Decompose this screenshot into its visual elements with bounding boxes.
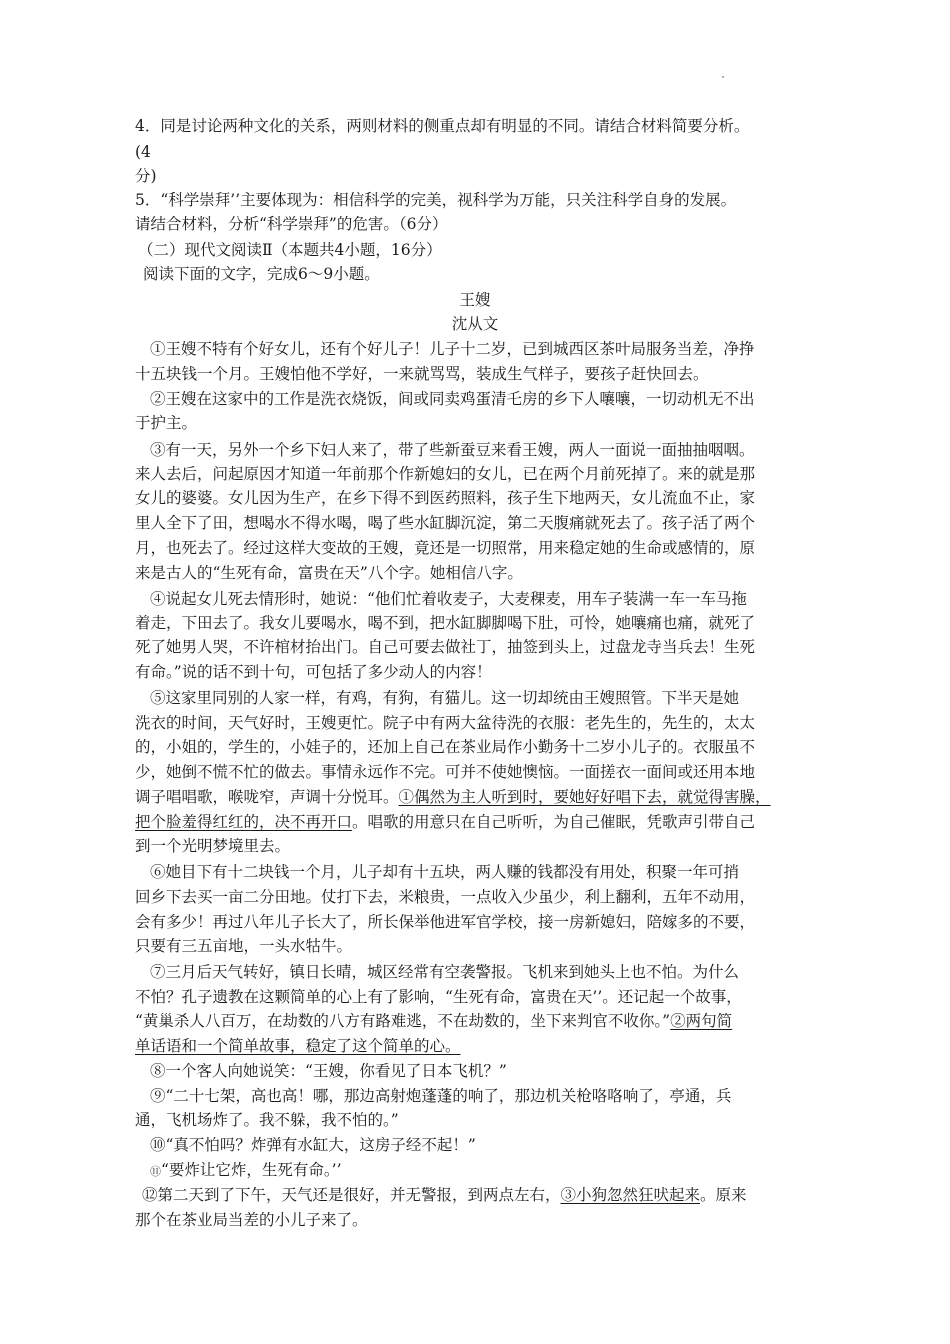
- paragraph-5-line-7: 到一个光明梦境里去。: [135, 837, 291, 855]
- underlined-sentence-2-cont: 单话语和一个简单故事，稳定了这个简单的心。: [135, 1037, 461, 1055]
- underlined-sentence-1: ①偶然为主人听到时，要她好好唱下去，就觉得害臊，: [398, 788, 771, 806]
- question-4-line-1: 4．同是讨论两种文化的关系，两则材料的侧重点却有明显的不同。请结合材料简要分析。: [135, 117, 750, 135]
- paragraph-12-text: ⑫第二天到了下午，天气还是很好，并无警报，到两点左右，: [142, 1186, 561, 1204]
- question-4-line-3: 分): [135, 167, 157, 185]
- paragraph-4-line-1: ④说起女儿死去情形时，她说：“他们忙着收麦子，大麦稞麦，用车子装满一车一车马拖: [150, 590, 747, 608]
- question-5-line-2: 请结合材料，分析“科学崇拜”的危害。（6分）: [135, 215, 448, 233]
- paragraph-4-line-4: 有命。”说的话不到十句，可包括了多少动人的内容！: [135, 663, 492, 681]
- paragraph-3-line-3: 女儿的婆婆。女儿因为生产，在乡下得不到医药照料，孩子生下地两天，女儿流血不止，家: [135, 489, 756, 507]
- paragraph-4-line-3: 死了她男人哭，不许棺材抬出门。自己可要去做社丁，抽签到头上，过盘龙寺当兵去！生死: [135, 638, 756, 656]
- paragraph-7-line-3: [135, 1011, 732, 1033]
- paragraph-11-number: ⑪: [150, 1165, 161, 1178]
- paragraph-2-line-2: 于护主。: [135, 414, 198, 432]
- underlined-sentence-2: ②两句简: [670, 1012, 733, 1030]
- paragraph-5-line-4: 少，她倒不慌不忙的做去。事情永远作不完。可并不使她懊恼。一面搓衣一面间或还用本地: [135, 763, 756, 781]
- paragraph-3-line-4: 里人全下了田，想喝水不得水喝，喝了些水缸脚沉淀，第二天腹痛就死去了。孩子活了两个: [135, 514, 756, 532]
- paragraph-8: ⑧一个客人向她说笑：“王嫂，你看见了日本飞机？”: [150, 1062, 507, 1080]
- paragraph-2-line-1: ②王嫂在这家中的工作是洗衣烧饭，间或同卖鸡蛋清乇房的乡下人嚷嚷，一切动机无不出: [150, 390, 755, 408]
- paragraph-3-line-2: 来人去后，问起原因才知道一年前那个作新媳妇的女儿，已在两个月前死掉了。来的就是那: [135, 465, 756, 483]
- paragraph-10: ⑩“真不怕吗？炸弹有水缸大，这房子经不起！”: [150, 1136, 476, 1154]
- paragraph-6-line-2: 回乡下去买一亩二分田地。仗打下去，米粮贵，一点收入少虽少，利上翻利，五年不动用，: [135, 888, 756, 906]
- paragraph-1-line-2: 十五块钱一个月。王嫂怕他不学好，一来就骂骂，装成生气样子，要孩子赶快回去。: [135, 365, 709, 383]
- paragraph-5-line-5: [135, 787, 771, 809]
- paragraph-3-line-1: ③有一天，另外一个乡下妇人来了，带了些新蚕豆来看王嫂，两人一面说一面抽抽咽咽。: [150, 441, 755, 459]
- article-author: 沈从文: [451, 315, 499, 333]
- underlined-sentence-1-cont: 把个脸羞得红红的，决不再开口: [135, 813, 353, 831]
- paragraph-3-line-6: 来是古人的“生死有命，富贵在天”八个字。她相信八字。: [135, 564, 523, 582]
- section-instruction: 阅读下面的文字，完成6～9小题。: [143, 265, 380, 283]
- paragraph-11-text: “要炸让它炸，生死有命。’’: [161, 1161, 342, 1179]
- question-5-line-1: 5．“科学崇拜’’主要体现为：相信科学的完美，视科学为万能，只关注科学自身的发展。: [135, 191, 737, 209]
- paragraph-5-text: 调子唱唱歌，喉咙窄，声调十分悦耳。: [135, 788, 399, 806]
- paragraph-12-text-end: 。原来: [700, 1186, 747, 1204]
- paragraph-5-line-3: 的，小姐的，学生的，小娃子的，还加上自己在茶业局作小勤务十二岁小儿子的。衣服虽不: [135, 738, 756, 756]
- paragraph-9-line-1: ⑨“二十七架，高也高！哪，那边高射炮蓬蓬的响了，那边机关枪咯咯响了，亭通，兵: [150, 1087, 732, 1105]
- paragraph-5-text: 。唱歌的用意只在自己听听，为自己催眠，凭歌声引带自己: [352, 813, 756, 831]
- section-heading: （二）现代文阅读Ⅱ（本题共4小题，16分）: [138, 241, 442, 259]
- article-title: 王嫂: [459, 291, 491, 309]
- page-dot-mark: [722, 76, 724, 78]
- paragraph-11: [150, 1160, 342, 1182]
- question-4-line-2: (4: [135, 143, 151, 161]
- paragraph-12-line-1: [142, 1185, 747, 1207]
- paragraph-12-line-2: 那个在茶业局当差的小儿子来了。: [135, 1211, 368, 1229]
- underlined-sentence-3: ③小狗忽然狂吠起来: [560, 1186, 701, 1204]
- paragraph-1-line-1: ①王嫂不特有个好女儿，还有个好儿子！儿子十二岁，已到城西区茶叶局服务当差，净挣: [150, 340, 755, 358]
- paragraph-7-text: “黄巢杀人八百万，在劫数的八方有路难逃，不在劫数的，坐下来判官不收你。”: [135, 1012, 671, 1030]
- paragraph-6-line-4: 只要有三五亩地，一头水牯牛。: [135, 937, 353, 955]
- paragraph-4-line-2: 着走，下田去了。我女儿要喝水，喝不到，把水缸脚脚喝下肚，可怜，她嚷痛也痛，就死了: [135, 614, 756, 632]
- paragraph-7-line-4: [135, 1036, 461, 1058]
- paragraph-6-line-3: 会有多少！再过八年儿子长大了，所长保举他进军官学校，接一房新媳妇，陪嫁多的不要，: [135, 913, 756, 931]
- paragraph-5-line-1: ⑤这家里同别的人家一样，有鸡，有狗，有猫儿。这一切却统由王嫂照管。下半天是她: [150, 689, 740, 707]
- paragraph-6-line-1: ⑥她目下有十二块钱一个月，儿子却有十五块，两人赚的钱都没有用处，积聚一年可捎: [150, 863, 740, 881]
- paragraph-9-line-2: 通，飞机场炸了。我不躲，我不怕的。”: [135, 1111, 399, 1129]
- paragraph-3-line-5: 月，也死去了。经过这样大变故的王嫂，竟还是一切照常，用来稳定她的生命或感情的，原: [135, 539, 756, 557]
- paragraph-7-line-2: 不怕？孔子遗教在这颗简单的心上有了影响，“生死有命，富贵在天’’。还记起一个故事，: [135, 988, 742, 1006]
- paragraph-5-line-2: 洗衣的时间，天气好时，王嫂更忙。院子中有两大盆待洗的衣服：老先生的，先生的，太太: [135, 714, 756, 732]
- paragraph-7-line-1: ⑦三月后天气转好，镇日长晴，城区经常有空袭警报。飞机来到她头上也不怕。为什么: [150, 963, 740, 981]
- paragraph-5-line-6: [135, 812, 755, 834]
